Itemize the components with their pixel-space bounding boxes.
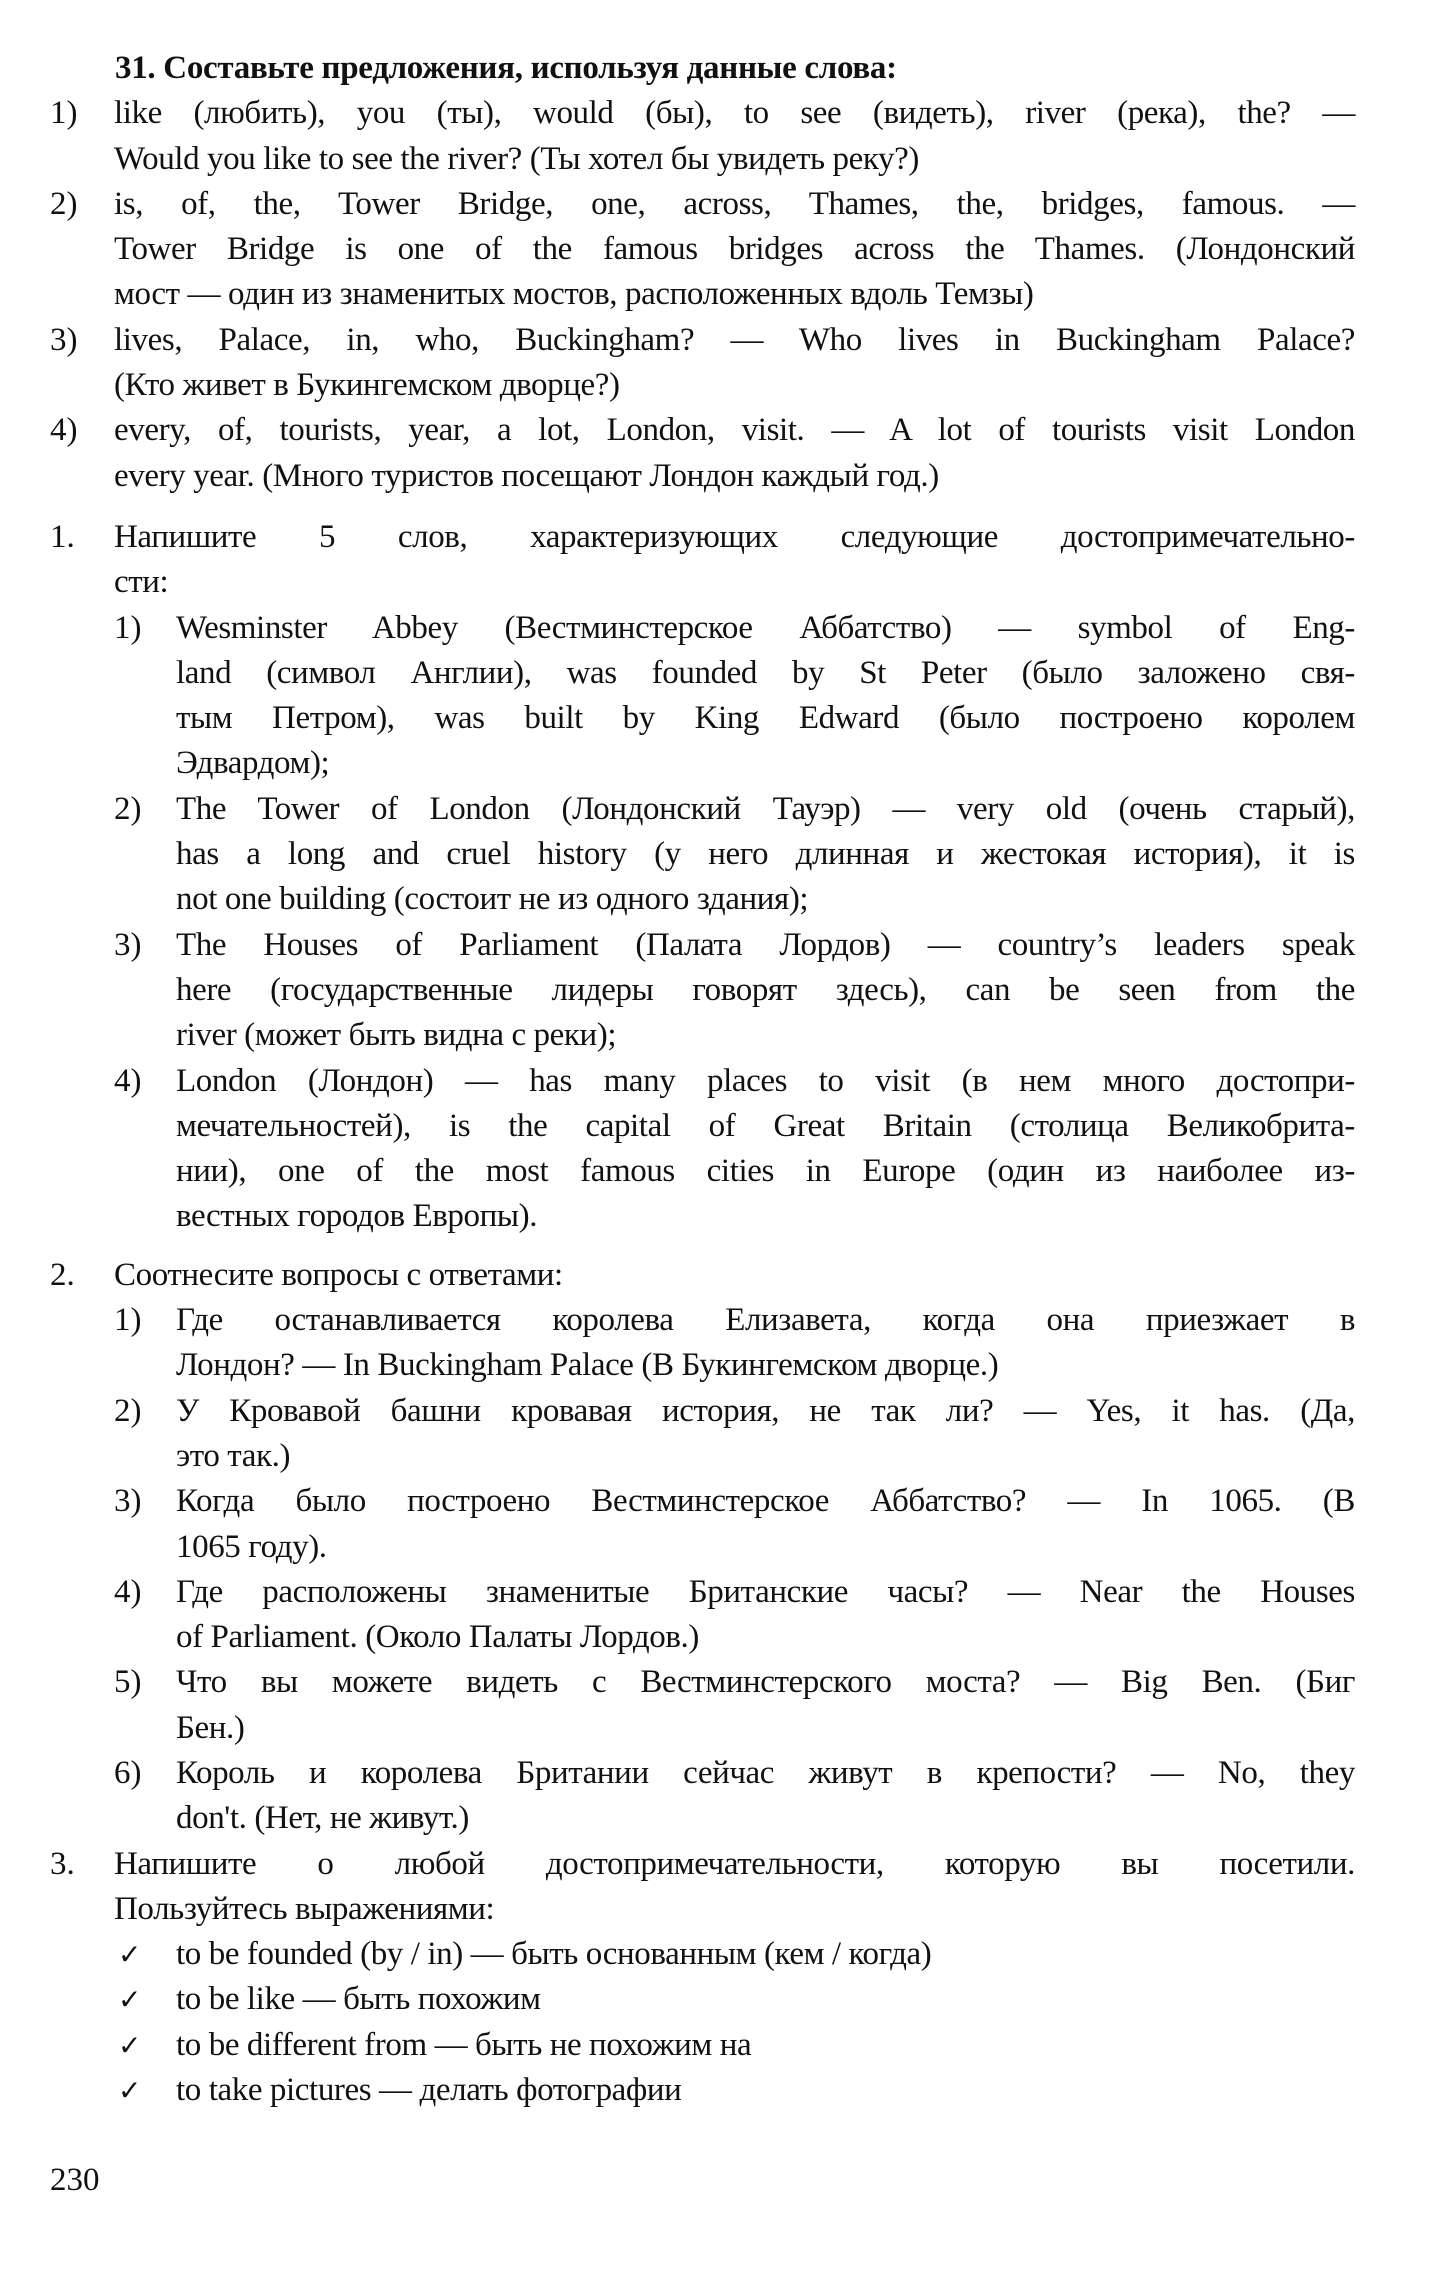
text-line: У Кровавой башни кровавая история, не так ли? — Yes, it has. (Да,: [176, 1392, 1355, 1429]
list-item: [0, 787, 1429, 923]
item-text: [176, 1298, 1355, 1389]
list-item: [0, 1298, 1429, 1389]
exercise-31-list: [0, 91, 1429, 499]
list-item: [0, 1570, 1429, 1661]
text-line: Где расположены знаменитые Британские часы? — Near the Houses: [176, 1573, 1355, 1610]
item-number: 3): [50, 321, 78, 358]
text-line: Что вы можете видеть с Вестминстерского моста? — Big Ben. (Биг: [176, 1664, 1355, 1701]
text-line: мечательностей), is the capital of Great Britain (столица Великобрита-: [176, 1107, 1355, 1144]
item-number: 2): [50, 185, 78, 222]
list-item: [0, 1751, 1429, 1842]
text-line: Эдвардом);: [176, 745, 330, 782]
document-page: [0, 46, 1429, 2113]
text-line: Напишите о любой достопримечательности, которую вы посетили.: [114, 1845, 1355, 1882]
text-line: of Parliament. (Около Палаты Лордов.): [176, 1619, 699, 1656]
list-item: [0, 1059, 1429, 1240]
text-line: вестных городов Европы).: [176, 1198, 538, 1235]
item-number: 4): [50, 412, 78, 449]
item-text: [176, 1389, 1355, 1480]
item-number: 1): [114, 609, 142, 646]
text-line: Would you like to see the river? (Ты хотел бы увидеть реку?): [114, 140, 919, 177]
text-line: Когда было построено Вестминстерское Аббатство? — In 1065. (В: [176, 1483, 1355, 1520]
page-number: 230: [50, 2162, 100, 2198]
check-mark-icon: ✓: [118, 1983, 142, 2017]
checklist-item: [0, 2023, 1429, 2068]
item-text: [114, 1253, 1355, 1298]
check-mark-icon: ✓: [118, 2074, 142, 2108]
text-line: not one building (состоит не из одного здания);: [176, 881, 809, 918]
item-text: [176, 1660, 1355, 1751]
item-number: 2): [114, 790, 142, 827]
list-item: [0, 515, 1429, 606]
checklist-item: [0, 1932, 1429, 1977]
item-text: [176, 606, 1355, 787]
text-line: Где останавливается королева Елизавета, когда она приезжает в: [176, 1302, 1355, 1339]
item-number: 5): [114, 1664, 142, 1701]
text-line: lives, Palace, in, who, Buckingham? — Who lives in Buckingham Palace?: [114, 321, 1355, 358]
text-line: (Кто живет в Букингемском дворце?): [114, 367, 620, 404]
item-text: [114, 408, 1355, 499]
text-line: Напишите 5 слов, характеризующих следующие достопримечательно-: [114, 518, 1355, 555]
item-text: [114, 91, 1355, 182]
item-text: [176, 1479, 1355, 1570]
text-line: нии), one of the most famous cities in Europe (один из наиболее из-: [176, 1153, 1355, 1190]
item-number: 4): [114, 1573, 142, 1610]
check-mark-icon: ✓: [118, 1938, 142, 1972]
text-line: London (Лондон) — has many places to visit (в нем много достопри-: [176, 1062, 1355, 1099]
text-line: это так.): [176, 1437, 291, 1474]
item-number: 1.: [50, 518, 75, 555]
text-line: is, of, the, Tower Bridge, one, across, Thames, the, bridges, famous. —: [114, 185, 1355, 222]
list-item: [0, 1389, 1429, 1480]
text-line: Wesminster Abbey (Вестминстерское Аббатство) — symbol of Eng-: [176, 609, 1355, 646]
list-item: [0, 408, 1429, 499]
item-number: 1): [50, 95, 78, 132]
list-item: [0, 923, 1429, 1059]
text-line: every, of, tourists, year, a lot, London, visit. — A lot of tourists visit London: [114, 412, 1355, 449]
text-line: don't. (Нет, не живут.): [176, 1800, 469, 1837]
item-number: 1): [114, 1302, 142, 1339]
text-line: Tower Bridge is one of the famous bridges across the Thames. (Лондонский: [114, 231, 1355, 268]
text-line: тым Петром), was built by King Edward (было построено королем: [176, 700, 1355, 737]
text-line: Бен.): [176, 1709, 245, 1746]
task-2: [0, 1253, 1429, 1842]
task-1: [0, 515, 1429, 1240]
list-item: [0, 1479, 1429, 1570]
text-line: Лондон? — In Buckingham Palace (В Букингемском дворце.): [176, 1347, 999, 1384]
item-number: 3): [114, 1483, 142, 1520]
text-line: to be different from — быть не похожим на: [176, 2026, 752, 2063]
item-text: [176, 923, 1355, 1059]
list-item: [0, 182, 1429, 318]
list-item: [0, 318, 1429, 409]
text-line: to take pictures — делать фотографии: [176, 2072, 682, 2109]
item-text: [114, 515, 1355, 606]
item-text: [176, 1751, 1355, 1842]
list-item: [0, 91, 1429, 182]
text-line: 1065 году).: [176, 1528, 327, 1565]
item-number: 2.: [50, 1256, 75, 1293]
text-line: мост — один из знаменитых мостов, расположенных вдоль Темзы): [114, 276, 1034, 313]
item-text: [114, 182, 1355, 318]
text-line: сти:: [114, 564, 169, 601]
text-line: to be like — быть похожим: [176, 1981, 541, 2018]
text-line: has a long and cruel history (у него длинная и жестокая история), it is: [176, 836, 1355, 873]
list-item: [0, 606, 1429, 787]
item-text: [176, 1570, 1355, 1661]
text-line: Соотнесите вопросы с ответами:: [114, 1256, 563, 1293]
text-line: land (символ Англии), was founded by St Peter (было заложено свя-: [176, 654, 1355, 691]
item-number: 2): [114, 1392, 142, 1429]
list-item: [0, 1253, 1429, 1298]
text-line: Король и королева Британии сейчас живут в крепости? — No, they: [176, 1754, 1355, 1791]
list-item: [0, 1660, 1429, 1751]
item-number: 3): [114, 926, 142, 963]
item-text: [114, 1842, 1355, 1933]
task-3: [0, 1842, 1429, 2114]
text-line: The Tower of London (Лондонский Тауэр) — very old (очень старый),: [176, 790, 1355, 827]
item-number: 6): [114, 1754, 142, 1791]
checklist-item: [0, 1977, 1429, 2022]
item-number: 4): [114, 1062, 142, 1099]
text-line: here (государственные лидеры говорят здесь), can be seen from the: [176, 971, 1355, 1008]
checklist-item: [0, 2068, 1429, 2113]
item-text: [114, 318, 1355, 409]
text-line: river (может быть видна с реки);: [176, 1017, 617, 1054]
exercise-title: 31. Составьте предложения, используя данные слова:: [115, 50, 897, 86]
item-text: [176, 787, 1355, 923]
list-item: [0, 1842, 1429, 1933]
text-line: every year. (Много туристов посещают Лондон каждый год.): [114, 457, 939, 494]
text-line: to be founded (by / in) — быть основанным (кем / когда): [176, 1936, 932, 1973]
item-text: [176, 1059, 1355, 1240]
item-number: 3.: [50, 1845, 75, 1882]
check-mark-icon: ✓: [118, 2028, 142, 2062]
text-line: The Houses of Parliament (Палата Лордов) — country’s leaders speak: [176, 926, 1355, 963]
text-line: Пользуйтесь выражениями:: [114, 1890, 495, 1927]
text-line: like (любить), you (ты), would (бы), to see (видеть), river (река), the? —: [114, 95, 1355, 132]
